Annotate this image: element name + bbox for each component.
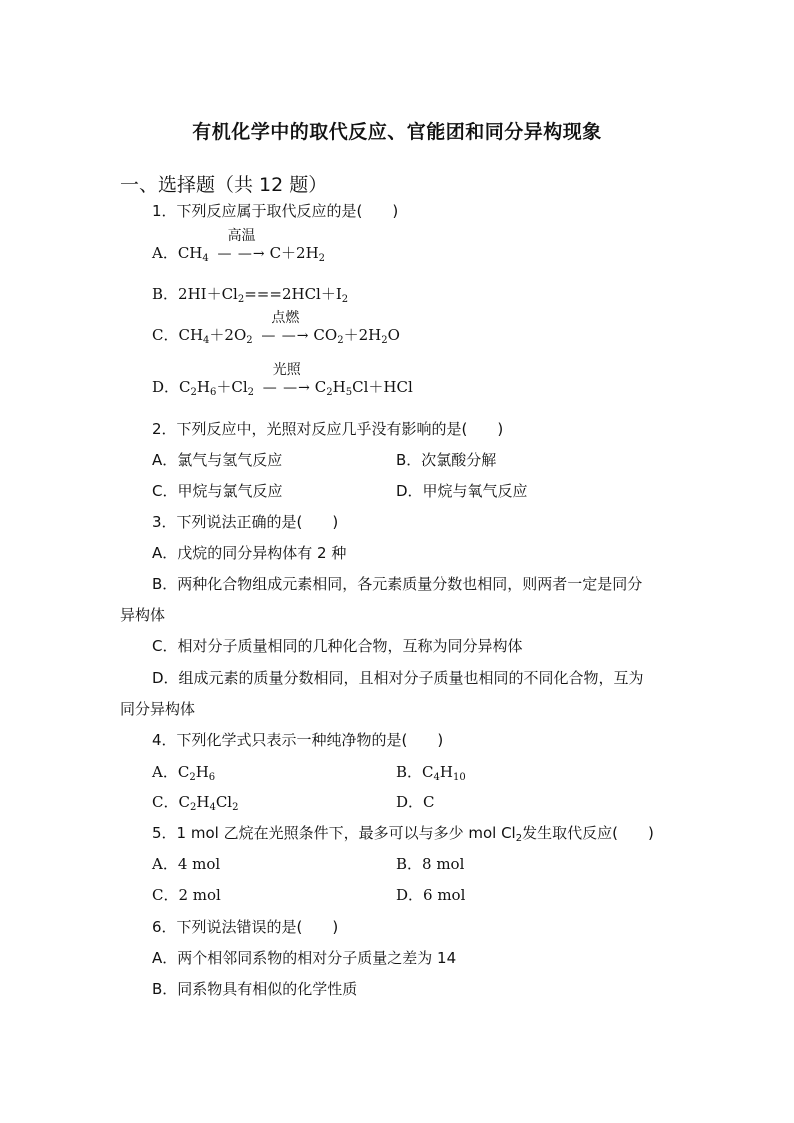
q5-stem-sub: 2 [515,833,523,844]
q4-a-sub1: 2 [189,772,196,783]
q1-d-sub2: 6 [209,387,217,398]
q4-b-text1: B．C [396,763,434,781]
q4-c-sub3: 2 [232,802,239,813]
q1-c-text4: ＋2H [343,326,382,344]
q1-b-text2: ===2HCl＋I [244,285,342,303]
q1-c-text2: ＋2O [209,326,247,344]
q1-option-d [152,362,413,398]
q4-option-b [396,762,466,782]
q5-option-b: B．8 mol [396,855,465,873]
q4-stem: 4．下列化学式只表示一种纯净物的是( ) [152,731,444,749]
q4-c-sub2: 4 [209,802,216,813]
q4-option-d: D．C [396,793,435,811]
q1-c-sub1: 4 [203,335,210,346]
q1-a-text: A．CH [152,244,203,262]
arrow-icon: — —→ [261,328,310,344]
q1-c-condition-arrow [259,310,311,346]
q6-stem: 6．下列说法错误的是( ) [152,918,339,936]
q5-stem-text1: 5．1 mol 乙烷在光照条件下，最多可以与多少 mol Cl [152,824,516,842]
q1-option-c [152,310,400,346]
q1-d-sub4: 2 [326,387,333,398]
q4-a-text1: A．C [152,763,190,781]
q1-c-text5: O [387,326,400,344]
q6-option-a: A．两个相邻同系物的相对分子质量之差为 14 [152,949,457,967]
q1-b-sub2: 2 [341,294,349,305]
q1-d-condition-arrow [261,362,313,398]
section-heading: 一、选择题（共 12 题） [120,174,328,196]
q1-d-sub1: 2 [190,387,197,398]
q1-option-b [152,284,348,304]
q1-c-sub2: 2 [246,335,253,346]
q1-a-condition-arrow [216,228,268,264]
q1-option-a [152,228,326,264]
q1-d-text4: C [314,378,327,396]
q5-option-a: A．4 mol [152,855,221,873]
q4-b-sub1: 4 [433,772,440,783]
q1-c-text1: C．CH [152,326,204,344]
q4-c-text1: C．C [152,793,190,811]
q1-a-product: C＋2H [269,244,319,262]
q3-option-b-line1: B．两种化合物组成元素相同，各元素质量分数也相同，则两者一定是同分 [152,575,643,593]
q1-a-sub: 4 [202,253,209,264]
q1-c-sub3: 2 [337,335,344,346]
q5-option-d: D．6 mol [396,886,466,904]
q1-b-text1: B．2HI＋Cl [152,285,238,303]
q1-d-text2: H [196,378,210,396]
q1-d-text6: Cl＋HCl [352,378,413,396]
q1-a-sub2: 2 [318,253,326,264]
q4-b-text2: H [439,763,453,781]
q1-a-condition: 高温 [227,228,256,244]
q2-option-b: B．次氯酸分解 [396,451,497,469]
q1-d-sub5: 5 [345,387,353,398]
q3-option-b-line2: 异构体 [120,606,166,624]
q4-a-text2: H [195,763,209,781]
q5-stem-text2: 发生取代反应( ) [522,824,654,842]
q1-c-condition: 点燃 [271,310,300,326]
q3-option-d-line1: D．组成元素的质量分数相同，且相对分子质量也相同的不同化合物，互为 [152,669,644,687]
arrow-icon: — —→ [262,380,311,396]
q5-stem [152,823,654,843]
q2-stem: 2．下列反应中，光照对反应几乎没有影响的是( ) [152,420,504,438]
q2-option-d: D．甲烷与氧气反应 [396,482,528,500]
q4-b-sub2: 10 [452,772,466,783]
q4-option-a [152,762,215,782]
q1-stem: 1．下列反应属于取代反应的是( ) [152,202,399,220]
q1-d-condition: 光照 [272,362,301,378]
q2-option-a: A．氯气与氢气反应 [152,451,283,469]
q1-c-text3: CO [313,326,338,344]
q4-option-c [152,792,238,812]
q3-option-c: C．相对分子质量相同的几种化合物，互称为同分异构体 [152,637,523,655]
q4-c-sub1: 2 [189,802,197,813]
q3-option-d-line2: 同分异构体 [120,700,196,718]
q5-option-c: C．2 mol [152,886,221,904]
q1-c-sub4: 2 [381,335,388,346]
q1-b-sub1: 2 [237,294,245,305]
q3-stem: 3．下列说法正确的是( ) [152,513,339,531]
arrow-icon: — —→ [217,246,266,262]
q2-option-c: C．甲烷与氯气反应 [152,482,283,500]
q1-d-sub3: 2 [247,387,255,398]
q4-a-sub2: 6 [208,772,216,783]
q1-d-text5: H [332,378,346,396]
q4-c-text3: Cl [215,793,233,811]
q4-c-text2: H [196,793,210,811]
q3-option-a: A．戊烷的同分异构体有 2 种 [152,544,347,562]
q1-d-text1: D．C [152,378,191,396]
q6-option-b: B．同系物具有相似的化学性质 [152,980,358,998]
q1-d-text3: ＋Cl [216,378,248,396]
page-title: 有机化学中的取代反应、官能团和同分异构现象 [192,121,602,143]
